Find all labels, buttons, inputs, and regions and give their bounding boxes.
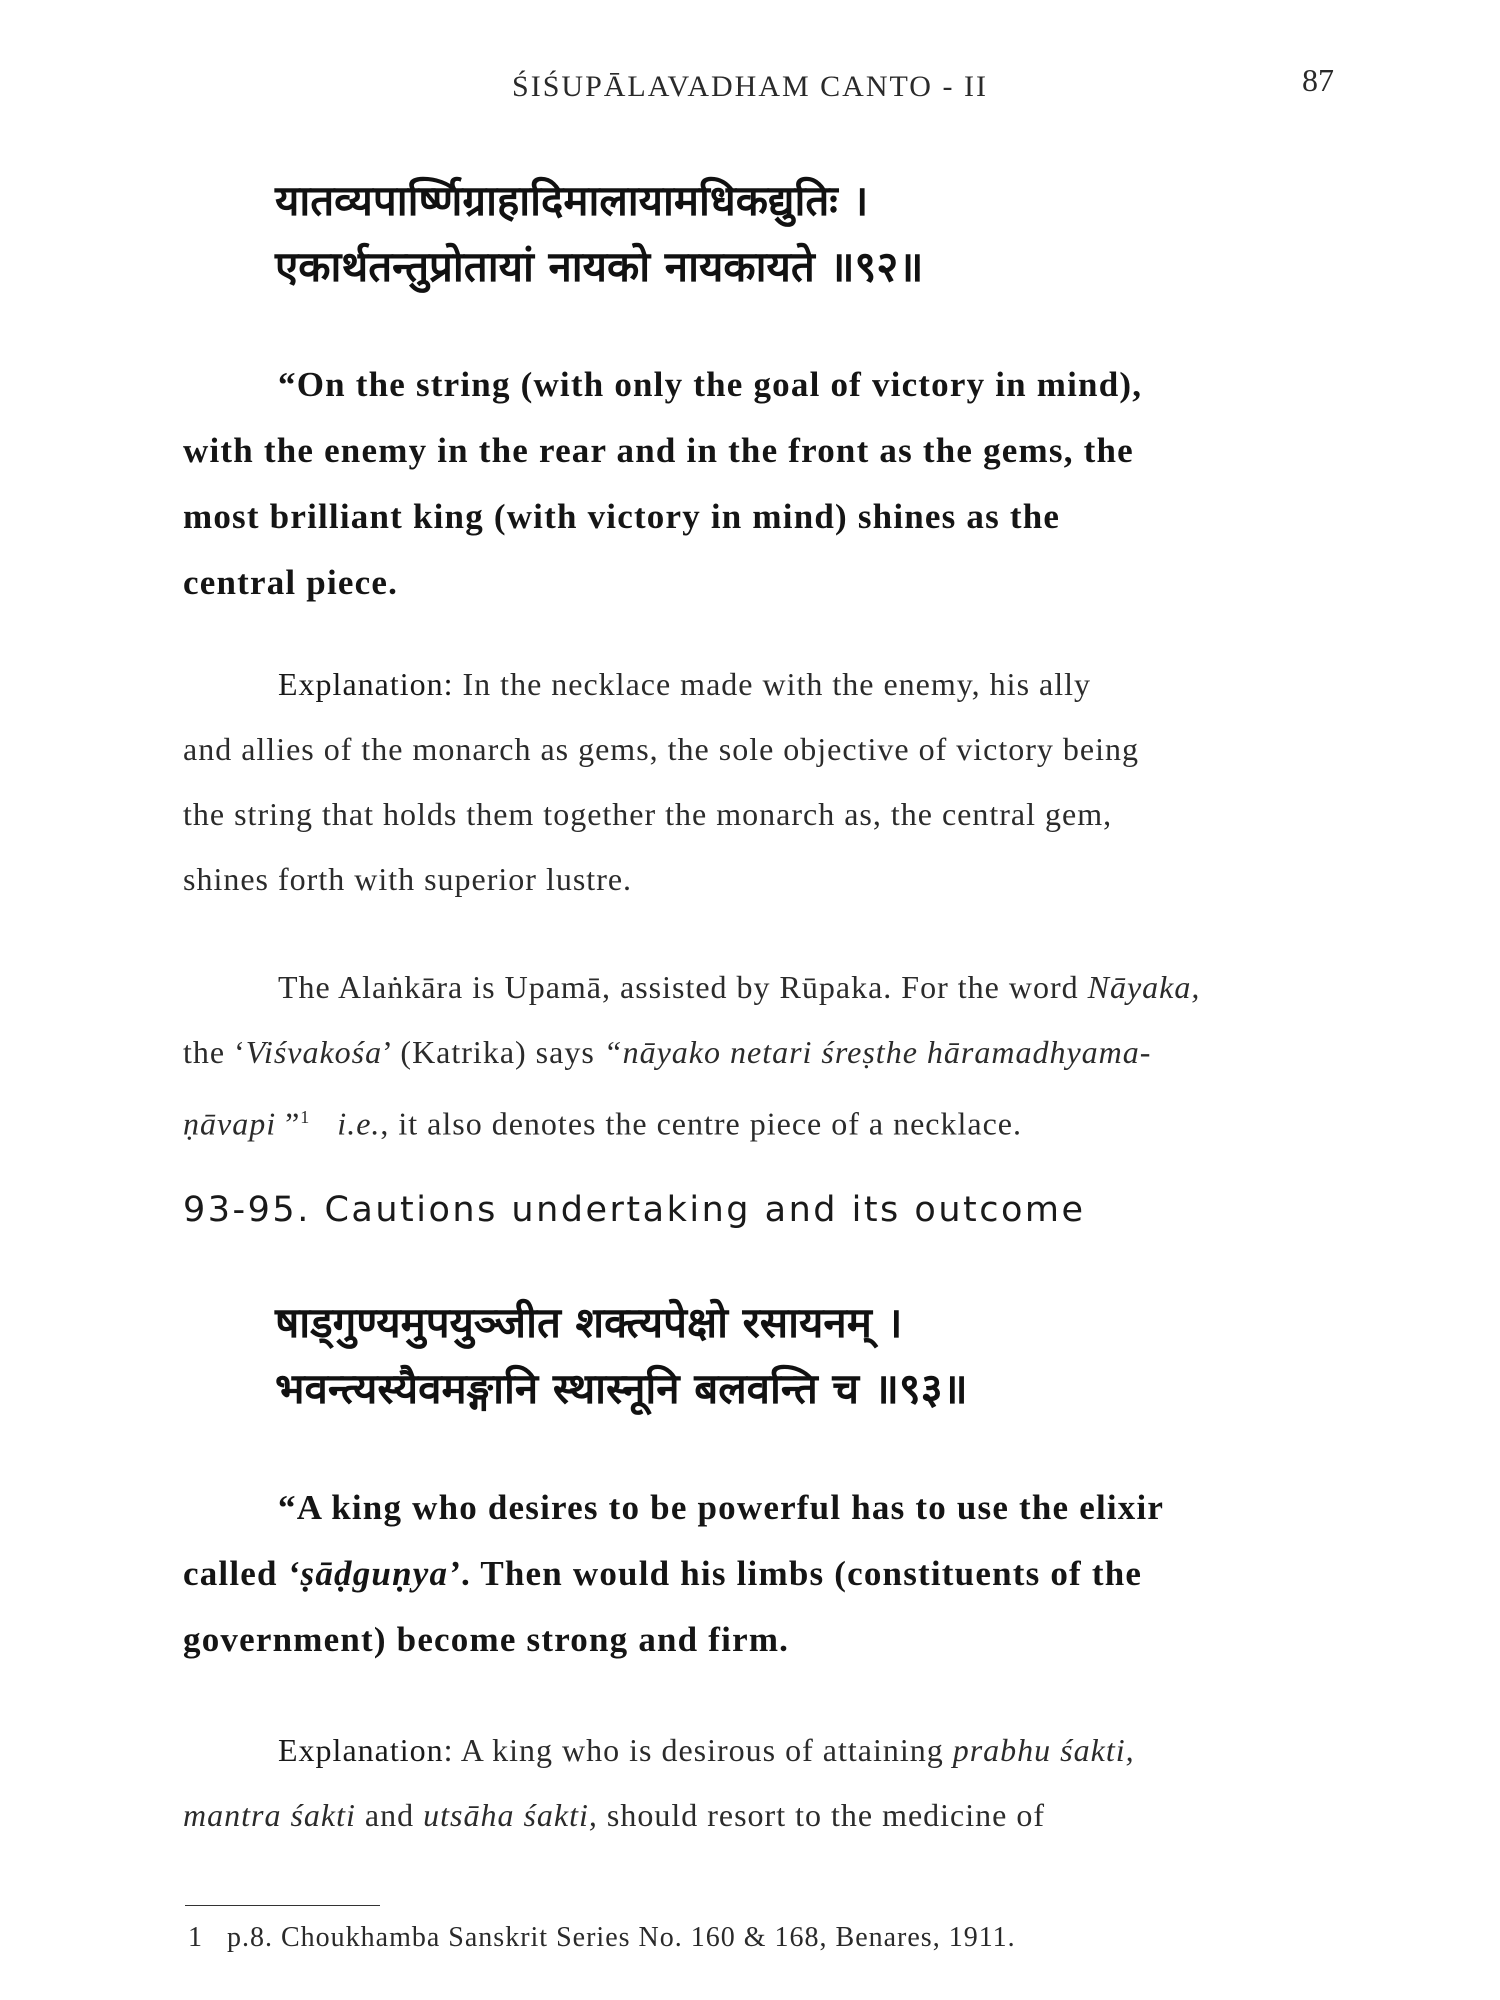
- alankara-text: The Alaṅkāra is Upamā, assisted by Rūpaka. For the word: [278, 969, 1088, 1005]
- page-number: 87: [1302, 62, 1334, 98]
- alankara-italic: Viśvakośa: [245, 1034, 383, 1070]
- explanation-line: [183, 1718, 1343, 1783]
- explanation-line: [183, 652, 1343, 717]
- translation-italic: ‘ṣāḍguṇya’: [287, 1554, 462, 1593]
- sanskrit-verse-93: [275, 1290, 968, 1422]
- translation-line: “A king who desires to be powerful has to use the elixir: [278, 1488, 1165, 1527]
- translation-92: [183, 352, 1343, 616]
- explanation-line: and allies of the monarch as gems, the sole objective of victory being: [183, 731, 1139, 767]
- explanation-italic: prabhu śakti,: [952, 1732, 1135, 1768]
- translation-93: [183, 1475, 1343, 1673]
- alankara-italic: i.e.: [337, 1105, 381, 1142]
- explanation-line: the string that holds them together the monarch as, the central gem,: [183, 796, 1113, 832]
- translation-line: with the enemy in the rear and in the front as the gems, the: [183, 431, 1134, 470]
- verse-line: षाड्गुण्यमुपयुञ्जीत शक्त्यपेक्षो रसायनम् ।: [275, 1298, 903, 1347]
- translation-text: . Then would his limbs (constituents of the: [461, 1554, 1143, 1593]
- footnote-text: p.8. Choukhamba Sanskrit Series No. 160 & 168, Benares, 1911.: [227, 1922, 1016, 1953]
- alankara-text: , it also denotes the centre piece of a necklace.: [380, 1105, 1022, 1142]
- footnote-number: 1: [188, 1922, 203, 1953]
- explanation-label: Explanation:: [278, 666, 454, 702]
- translation-line: most brilliant king (with victory in mind) shines as the: [183, 497, 1061, 536]
- footnote-marker: 1: [300, 1107, 311, 1127]
- alankara-italic: ṇāvapi: [183, 1105, 277, 1142]
- alankara-italic: Nāyaka,: [1087, 969, 1201, 1005]
- alankara-italic: “nāyako netari śreṣthe hāramadhyama-: [603, 1034, 1152, 1070]
- explanation-text: should resort to the medicine of: [597, 1797, 1045, 1833]
- explanation-italic: utsāha śakti,: [423, 1797, 598, 1833]
- translation-line: central piece.: [183, 563, 399, 602]
- section-heading: 93-95. Cautions undertaking and its outcome: [183, 1190, 1086, 1230]
- explanation-text: In the necklace made with the enemy, his ally: [453, 666, 1091, 702]
- verse-line: भवन्त्यस्यैवमङ्गानि स्थास्नूनि बलवन्ति च ॥९३॥: [275, 1364, 968, 1413]
- alankara-note: [183, 955, 1343, 1157]
- translation-line: [183, 1541, 1343, 1607]
- explanation-text: : A king who is desirous of attaining: [443, 1732, 953, 1768]
- alankara-line: [183, 1085, 1343, 1157]
- footnote: [188, 1922, 1016, 1954]
- explanation-text: and: [355, 1797, 424, 1833]
- explanation-line: [183, 1783, 1343, 1848]
- explanation-93: [183, 1718, 1343, 1848]
- translation-text: called: [183, 1554, 288, 1593]
- verse-line: एकार्थतन्तुप्रोतायां नायको नायकायते ॥९२॥: [275, 242, 924, 291]
- explanation-92: [183, 652, 1343, 912]
- verse-line: यातव्यपार्ष्णिग्राहादिमालायामधिकद्युतिः ।: [275, 176, 869, 225]
- explanation-line: shines forth with superior lustre.: [183, 861, 633, 897]
- alankara-text: the ‘: [183, 1034, 246, 1070]
- explanation-italic: mantra śakti: [183, 1797, 356, 1833]
- alankara-line: [183, 955, 1343, 1020]
- alankara-line: [183, 1020, 1343, 1085]
- footnote-rule: [185, 1905, 380, 1906]
- sanskrit-verse-92: [275, 168, 923, 300]
- translation-line: “On the string (with only the goal of victory in mind),: [278, 365, 1143, 404]
- translation-line: government) become strong and firm.: [183, 1620, 790, 1659]
- explanation-label: Explanation: [278, 1732, 444, 1768]
- running-title: ŚIŚUPĀLAVADHAM CANTO - II: [512, 70, 988, 103]
- alankara-text: ”: [276, 1105, 301, 1142]
- alankara-text: ’ (Katrika) says: [382, 1034, 604, 1070]
